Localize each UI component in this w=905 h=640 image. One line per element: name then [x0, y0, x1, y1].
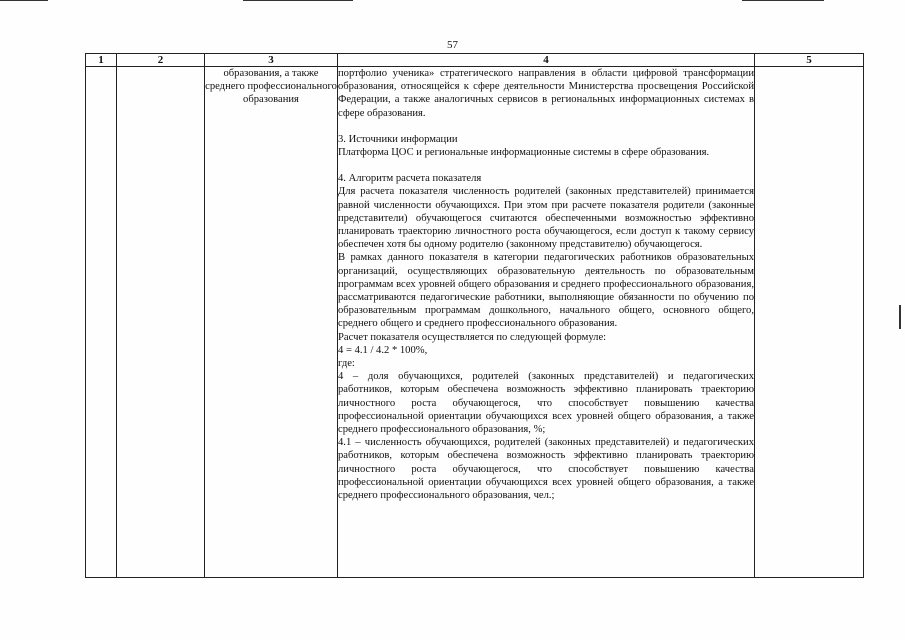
column-header-2: 2: [117, 54, 205, 67]
scan-mark-top-center: [243, 0, 353, 1]
document-table: [85, 53, 864, 578]
column-header-5: 5: [755, 54, 864, 67]
page-number: 57: [447, 39, 458, 51]
cell-col-1: [86, 67, 117, 578]
intro-text: портфолио ученика» стратегического направления в области цифровой трансформации образования, относящейся к сфере деятельности Министерства просвещения Российской Федерации, а также аналогичных сервисов в региональных информационных системах в сфере образования.: [338, 68, 754, 119]
algorithm-heading: 4. Алгоритм расчета показателя: [338, 173, 482, 185]
scan-mark-top-right: [742, 0, 824, 1]
scan-mark-right-edge: [899, 305, 901, 329]
column-header-4: 4: [338, 54, 755, 67]
algorithm-paragraph-2: В рамках данного показателя в категории педагогических работников образовательных организаций, осуществляющих образовательную деятельность по образовательным программам всех уровней общего образования и среднего профессионального образования, рассматриваются педагогические работники, выполняющие обязанности по обучению по образовательным программам дошкольного, начального общего, основного общего, среднего общего и среднего профессионального образования.: [338, 252, 754, 330]
formula: 4 = 4.1 / 4.2 * 100%,: [338, 344, 428, 356]
column-header-3: 3: [205, 54, 338, 67]
sources-text: Платформа ЦОС и региональные информационные системы в сфере образования.: [338, 147, 710, 159]
scan-mark-top-left: [0, 0, 48, 1]
column-header-1: 1: [86, 54, 117, 67]
table-row: [86, 67, 864, 578]
cell-col-4: [338, 67, 755, 578]
table-header-row: [86, 54, 864, 67]
cell-col-5: [755, 67, 864, 578]
formula-intro: Расчет показателя осуществляется по следующей формуле:: [338, 331, 607, 343]
cell-col-2: [117, 67, 205, 578]
where-label: где:: [338, 358, 355, 370]
cell-col-3: образования, а также среднего профессионального образования: [205, 67, 338, 578]
sources-heading: 3. Источники информации: [338, 133, 458, 145]
definition-4-1: 4.1 – численность обучающихся, родителей (законных представителей) и педагогических работников, которым обеспечена возможность эффективно планировать траекторию личностного роста обучающегося, что способствует повышению качества профессиональной ориентации обучающихся всех уровней общего образования, а также среднего профессионального образования, чел.;: [338, 437, 754, 502]
algorithm-paragraph-1: Для расчета показателя численность родителей (законных представителей) принимается равной численности обучающихся. При этом при расчете показателя родители (законные представители) обучающегося считаются обеспеченными возможностью эффективно планировать траекторию личностного роста обучающегося, если доступ к такому сервису обеспечен хотя бы одному родителю (законному представителю) обучающегося.: [338, 186, 754, 251]
definition-4: 4 – доля обучающихся, родителей (законных представителей) и педагогических работников, которым обеспечена возможность эффективно планировать траекторию личностного роста обучающегося, что способствует повышению качества профессиональной ориентации обучающихся всех уровней общего образования, а также среднего профессионального образования, %;: [338, 371, 754, 436]
